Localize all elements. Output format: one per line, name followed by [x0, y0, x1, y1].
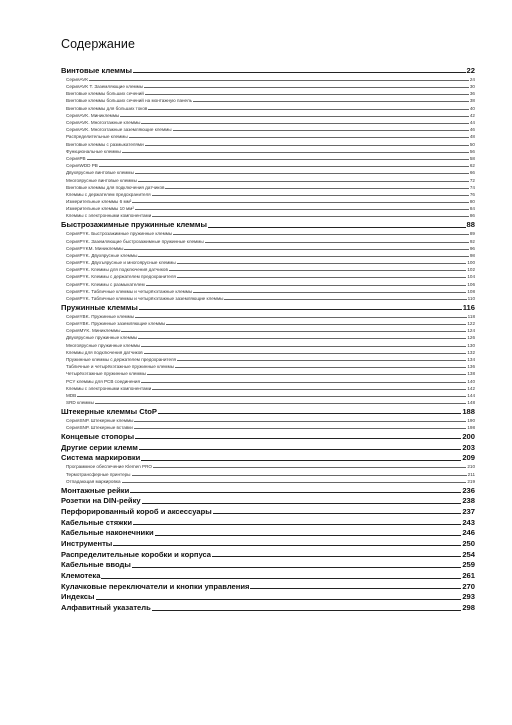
toc-item-label: Клеммы с электронными компонентами [66, 385, 152, 391]
toc-item[interactable] [61, 211, 475, 218]
toc-item-label: СерияSNP. Штекерные вставки [66, 425, 133, 431]
toc-item[interactable] [61, 251, 475, 258]
leader-line [165, 188, 468, 189]
toc-section[interactable] [61, 559, 475, 570]
toc-item[interactable] [61, 265, 475, 272]
toc-section[interactable] [61, 301, 475, 312]
toc-section-label: Кабельные стяжки [61, 517, 132, 527]
toc-item-label: СерияAVK. Многоэтажные заземляющие клеммы [66, 127, 172, 133]
toc-item-page-number: 24 [469, 76, 475, 82]
toc-item-label: СерияYBK. Пружинные заземляющие клеммы [66, 321, 166, 327]
toc-item[interactable] [61, 244, 475, 251]
toc-item-label: Измерительные клеммы 10 мм² [66, 206, 134, 212]
leader-line [99, 166, 469, 167]
toc-section-label: Распределительные коробки и корпуса [61, 549, 212, 559]
toc-item-label: Двухярусные винтовые клеммы [66, 170, 134, 176]
toc-item-label: Распределительные клеммы [66, 134, 128, 140]
leader-line [146, 285, 467, 286]
toc-item-label: СерияAVK T. Заземляющие клеммы [66, 84, 144, 90]
toc-item-label: Винтовые клеммы больших сечений на монтажную панель [66, 98, 193, 104]
toc-item-label: Термотрансферные принтеры [66, 471, 131, 477]
toc-item-page-number: 89 [469, 231, 475, 237]
toc-item[interactable] [61, 258, 475, 265]
toc-section-page-number: 259 [462, 560, 475, 570]
leader-line [139, 449, 461, 450]
toc-item-label: СерияPYK. Табличные клеммы и четырёхэтажные клеммы [66, 288, 193, 294]
leader-line [153, 467, 466, 468]
toc-item-page-number: 198 [467, 425, 475, 431]
leader-line [133, 524, 461, 525]
leader-line [132, 475, 467, 476]
leader-line [134, 421, 466, 422]
toc-item-page-number: 62 [469, 163, 475, 169]
leader-line [121, 331, 466, 332]
toc-item[interactable] [61, 362, 475, 369]
leader-line [173, 130, 469, 131]
toc-section-page-number: 200 [462, 431, 475, 441]
toc-section-page-number: 254 [462, 549, 475, 559]
toc-section-label: Другие серии клемм [61, 442, 138, 452]
toc-item[interactable] [61, 132, 475, 139]
toc-item-page-number: 148 [467, 400, 475, 406]
leader-line [120, 116, 469, 117]
toc-item-page-number: 66 [469, 170, 475, 176]
toc-item-label: Пружинные клеммы с держателем предохранителя [66, 357, 177, 362]
toc-item-label: Клеммы для подключения датчиков [66, 349, 143, 355]
toc-section-label: Концевые стопоры [61, 431, 135, 441]
toc-item-label: Винтовые клеммы больших сечений [66, 91, 144, 97]
toc-section-label: Пружинные клеммы [61, 302, 138, 312]
toc-section-label: Инструменты [61, 538, 113, 548]
toc-item-label: СерияMYK. Миниклеммы [66, 328, 121, 334]
toc-item[interactable] [61, 125, 475, 132]
toc-section-page-number: 243 [462, 517, 475, 527]
leader-line [89, 80, 469, 81]
leader-line [152, 389, 466, 390]
toc-item-page-number: 136 [467, 364, 475, 370]
toc-section-label: Розетки на DIN-рейку [61, 496, 141, 506]
toc-section[interactable] [61, 495, 475, 506]
toc-item-page-number: 140 [467, 378, 475, 384]
toc-item-page-number: 56 [469, 148, 475, 154]
toc-item[interactable] [61, 333, 475, 340]
toc-item[interactable] [61, 423, 475, 430]
toc-item-label: СерияPYK. Двухярусные клеммы [66, 252, 138, 258]
toc-item-page-number: 46 [469, 127, 475, 133]
leader-line [130, 492, 461, 493]
toc-item[interactable] [61, 96, 475, 103]
leader-line [77, 396, 466, 397]
toc-item[interactable] [61, 229, 475, 236]
toc-item-page-number: 40 [469, 105, 475, 111]
leader-line [138, 181, 469, 182]
toc-item[interactable] [61, 326, 475, 333]
table-of-contents [61, 64, 475, 612]
toc-item-label: СерияPYKM. Миниклеммы [66, 245, 124, 251]
toc-item[interactable] [61, 462, 475, 469]
leader-line [122, 482, 467, 483]
toc-section[interactable] [61, 537, 475, 548]
toc-item[interactable] [61, 161, 475, 168]
toc-section[interactable] [61, 601, 475, 612]
toc-item-label: Клеммы с электронными компонентами [66, 213, 152, 219]
toc-item-page-number: 84 [469, 206, 475, 212]
toc-item-page-number: 86 [469, 213, 475, 219]
leader-line [166, 324, 466, 325]
leader-line [132, 567, 461, 568]
toc-item[interactable] [61, 118, 475, 125]
leader-line [141, 382, 466, 383]
leader-line [135, 173, 469, 174]
page-title: Содержание [61, 37, 136, 51]
toc-item-page-number: 100 [467, 260, 475, 266]
toc-item[interactable] [61, 384, 475, 391]
leader-line [134, 428, 466, 429]
leader-line [158, 413, 461, 414]
toc-item-page-number: 118 [467, 313, 475, 319]
toc-item[interactable] [61, 168, 475, 175]
toc-section-label: Алфавитный указатель [61, 603, 151, 613]
toc-item[interactable] [61, 75, 475, 82]
toc-item-label: СерияPYK. Табличные клеммы и четырёхэтажные заземляющие клеммы [66, 296, 224, 301]
leader-line [173, 234, 469, 235]
leader-line [145, 145, 469, 146]
toc-section-page-number: 298 [462, 603, 475, 613]
leader-line [205, 242, 469, 243]
toc-section-page-number: 22 [466, 65, 475, 75]
leader-line [224, 299, 466, 300]
leader-line [124, 249, 468, 250]
leader-line [144, 87, 469, 88]
toc-item-label: Винтовые клеммы с размыкателями [66, 141, 144, 147]
leader-line [213, 513, 462, 514]
toc-item-page-number: 72 [469, 177, 475, 183]
leader-line [142, 503, 462, 504]
toc-item-label: СерияPYK. Двухъярусные и многоярусные клеммы [66, 260, 176, 266]
toc-item-label: СерияPYK. Клеммы для подключения датчиков [66, 267, 168, 273]
toc-item[interactable] [61, 416, 475, 423]
toc-section-label: Монтажные рейки [61, 485, 130, 495]
toc-item-page-number: 44 [469, 120, 475, 125]
leader-line [148, 109, 469, 110]
toc-item-page-number: 210 [467, 464, 475, 470]
toc-item[interactable] [61, 147, 475, 154]
toc-section[interactable] [61, 527, 475, 538]
leader-line [141, 123, 468, 124]
toc-item-page-number: 108 [467, 288, 475, 294]
toc-item-page-number: 38 [469, 98, 475, 104]
toc-item-label: Табличные и четырёхэтажные пружинные клеммы [66, 364, 175, 370]
toc-section-page-number: 238 [462, 496, 475, 506]
toc-item[interactable] [61, 469, 475, 476]
toc-item-page-number: 74 [469, 184, 475, 190]
toc-item-page-number: 132 [467, 349, 475, 355]
leader-line [132, 202, 469, 203]
leader-line [144, 353, 467, 354]
toc-item-label: СерияYBK. Пружинные клеммы [66, 313, 135, 319]
leader-line [135, 209, 469, 210]
toc-item-label: СерияAVK. Миниклеммы [66, 112, 120, 118]
toc-section[interactable] [61, 405, 475, 416]
toc-item-page-number: 92 [469, 238, 475, 244]
leader-line [152, 195, 469, 196]
leader-line [177, 360, 466, 361]
toc-item-page-number: 138 [467, 371, 475, 377]
toc-item-page-number: 190 [467, 418, 475, 423]
toc-item[interactable] [61, 197, 475, 204]
toc-section-page-number: 237 [462, 506, 475, 516]
toc-item[interactable] [61, 376, 475, 383]
toc-section-label: Система маркировки [61, 453, 141, 463]
toc-item-page-number: 219 [467, 478, 475, 484]
toc-item[interactable] [61, 369, 475, 376]
toc-item[interactable] [61, 391, 475, 398]
toc-section-label: Клемотека [61, 571, 101, 580]
toc-section-label: Кабельные наконечники [61, 528, 154, 538]
toc-item-label: Программное обеспечение Klemen PRO [66, 464, 153, 470]
leader-line [95, 403, 466, 404]
toc-item[interactable] [61, 319, 475, 326]
toc-section[interactable] [61, 516, 475, 527]
toc-item-label: Многоярусные винтовые клеммы [66, 177, 137, 183]
toc-item-page-number: 122 [467, 321, 475, 327]
toc-section-label: Штекерные клеммы CtoP [61, 406, 157, 416]
leader-line [169, 270, 466, 271]
toc-item-page-number: 102 [467, 267, 475, 273]
toc-item-page-number: 48 [469, 134, 475, 140]
toc-item-page-number: 42 [469, 112, 475, 118]
toc-item-page-number: 96 [469, 245, 475, 251]
toc-item-page-number: 80 [469, 199, 475, 205]
toc-item[interactable] [61, 175, 475, 182]
toc-section-label: Винтовые клеммы [61, 65, 132, 75]
toc-item[interactable] [61, 82, 475, 89]
toc-section-label: Быстрозажимные пружинные клеммы [61, 220, 207, 230]
toc-section-page-number: 261 [462, 571, 475, 580]
leader-line [139, 309, 462, 310]
toc-item-label: SRD клеммы [66, 400, 94, 406]
toc-section-page-number: 116 [462, 302, 475, 312]
toc-item[interactable] [61, 236, 475, 243]
toc-section[interactable] [61, 505, 475, 516]
leader-line [135, 317, 467, 318]
toc-item[interactable] [61, 103, 475, 110]
toc-section[interactable] [61, 569, 475, 580]
toc-item-label: Измерительные клеммы 6 мм² [66, 199, 132, 205]
toc-section-page-number: 203 [462, 442, 475, 452]
toc-item[interactable] [61, 348, 475, 355]
toc-item[interactable] [61, 340, 475, 347]
toc-item-page-number: 104 [467, 274, 475, 280]
toc-item-label: Двухярусные пружинные клеммы [66, 335, 138, 341]
leader-line [87, 159, 469, 160]
leader-line [152, 610, 462, 611]
leader-line [208, 227, 466, 228]
toc-item-label: Функциональные клеммы [66, 148, 121, 154]
toc-item-label: СерияPYK. Клеммы с держателем предохранителя [66, 274, 176, 280]
toc-section[interactable] [61, 580, 475, 591]
leader-line [177, 277, 466, 278]
leader-line [212, 556, 461, 557]
toc-item[interactable] [61, 183, 475, 190]
toc-section[interactable] [61, 64, 475, 75]
toc-item[interactable] [61, 89, 475, 96]
leader-line [193, 292, 466, 293]
toc-item[interactable] [61, 190, 475, 197]
toc-item-label: СерияAVK [66, 76, 89, 82]
toc-item-label: СерияSNP. Штекерные клеммы [66, 418, 134, 423]
toc-item-page-number: 142 [467, 385, 475, 391]
leader-line [122, 152, 469, 153]
leader-line [101, 578, 461, 579]
toc-item-label: Отпадающая маркировка [66, 478, 121, 484]
toc-section[interactable] [61, 430, 475, 441]
leader-line [138, 338, 466, 339]
toc-section-page-number: 88 [466, 220, 475, 230]
toc-item[interactable] [61, 287, 475, 294]
toc-item-label: СерияPB [66, 155, 86, 161]
leader-line [175, 367, 466, 368]
toc-section[interactable] [61, 484, 475, 495]
leader-line [133, 72, 466, 73]
leader-line [145, 94, 469, 95]
toc-item-page-number: 124 [467, 328, 475, 334]
toc-item-page-number: 58 [469, 155, 475, 161]
leader-line [250, 588, 461, 589]
leader-line [155, 535, 462, 536]
toc-item-label: СерияWDD PB [66, 163, 98, 169]
toc-section-page-number: 250 [462, 538, 475, 548]
toc-item-page-number: 36 [469, 91, 475, 97]
toc-item[interactable] [61, 477, 475, 484]
leader-line [129, 137, 469, 138]
leader-line [177, 263, 467, 264]
leader-line [141, 346, 466, 347]
leader-line [193, 101, 469, 102]
toc-item-label: MDB [66, 392, 77, 398]
leader-line [147, 374, 466, 375]
toc-item-page-number: 130 [467, 342, 475, 348]
toc-section-page-number: 270 [462, 581, 475, 591]
leader-line [152, 216, 469, 217]
toc-item-label: Винтовые клеммы для подключения датчиков [66, 184, 165, 190]
leader-line [141, 460, 461, 461]
toc-section-label: Индексы [61, 592, 95, 602]
toc-section[interactable] [61, 591, 475, 602]
toc-section-page-number: 188 [462, 406, 475, 416]
toc-section-page-number: 246 [462, 528, 475, 538]
leader-line [96, 599, 462, 600]
toc-item[interactable] [61, 154, 475, 161]
toc-item-page-number: 30 [469, 84, 475, 90]
toc-item[interactable] [61, 204, 475, 211]
toc-item-page-number: 144 [467, 392, 475, 398]
toc-item-label: СерияPYK. Быстрозажимные пружинные клеммы [66, 231, 173, 237]
toc-section-label: Перфорированный короб и аксессуары [61, 506, 212, 516]
toc-section[interactable] [61, 452, 475, 463]
toc-section[interactable] [61, 441, 475, 452]
toc-item-page-number: 126 [467, 335, 475, 341]
toc-item-page-number: 134 [467, 357, 475, 362]
toc-item-label: Многоярусные пружинные клеммы [66, 342, 141, 348]
toc-item[interactable] [61, 398, 475, 405]
toc-item-label: СерияAVK. Многоэтажные клеммы [66, 120, 141, 125]
toc-item[interactable] [61, 294, 475, 301]
toc-item[interactable] [61, 279, 475, 286]
toc-item[interactable] [61, 272, 475, 279]
toc-section[interactable] [61, 548, 475, 559]
toc-item-page-number: 211 [467, 471, 475, 477]
toc-section-page-number: 293 [462, 592, 475, 602]
toc-section-page-number: 209 [462, 453, 475, 463]
toc-item-label: СерияPYK. Клеммы с размыкателем [66, 281, 145, 287]
toc-section-label: Кабельные вводы [61, 560, 131, 570]
toc-section[interactable] [61, 218, 475, 229]
toc-item-label: Клеммы с держателем предохранителя [66, 191, 151, 197]
toc-section-page-number: 236 [462, 485, 475, 495]
toc-item-page-number: 106 [467, 281, 475, 287]
toc-item-page-number: 110 [467, 296, 475, 301]
toc-item[interactable] [61, 312, 475, 319]
toc-item-page-number: 50 [469, 141, 475, 147]
toc-item-label: Винтовые клеммы для больших токов [66, 105, 148, 111]
toc-item-label: Четырёхэтажные пружинные клеммы [66, 371, 146, 377]
toc-section-label: Кулачковые переключатели и кнопки управления [61, 581, 250, 591]
leader-line [113, 545, 461, 546]
leader-line [138, 256, 468, 257]
toc-item-label: PCY клеммы для PCB соединения [66, 378, 140, 384]
toc-item[interactable] [61, 355, 475, 362]
toc-item-label: СерияPYK. Заземляющие быстрозажимные пружинные клеммы [66, 238, 204, 244]
leader-line [135, 438, 461, 439]
toc-item-page-number: 76 [469, 191, 475, 197]
toc-item[interactable] [61, 139, 475, 146]
toc-item-page-number: 98 [469, 252, 475, 258]
toc-item[interactable] [61, 111, 475, 118]
